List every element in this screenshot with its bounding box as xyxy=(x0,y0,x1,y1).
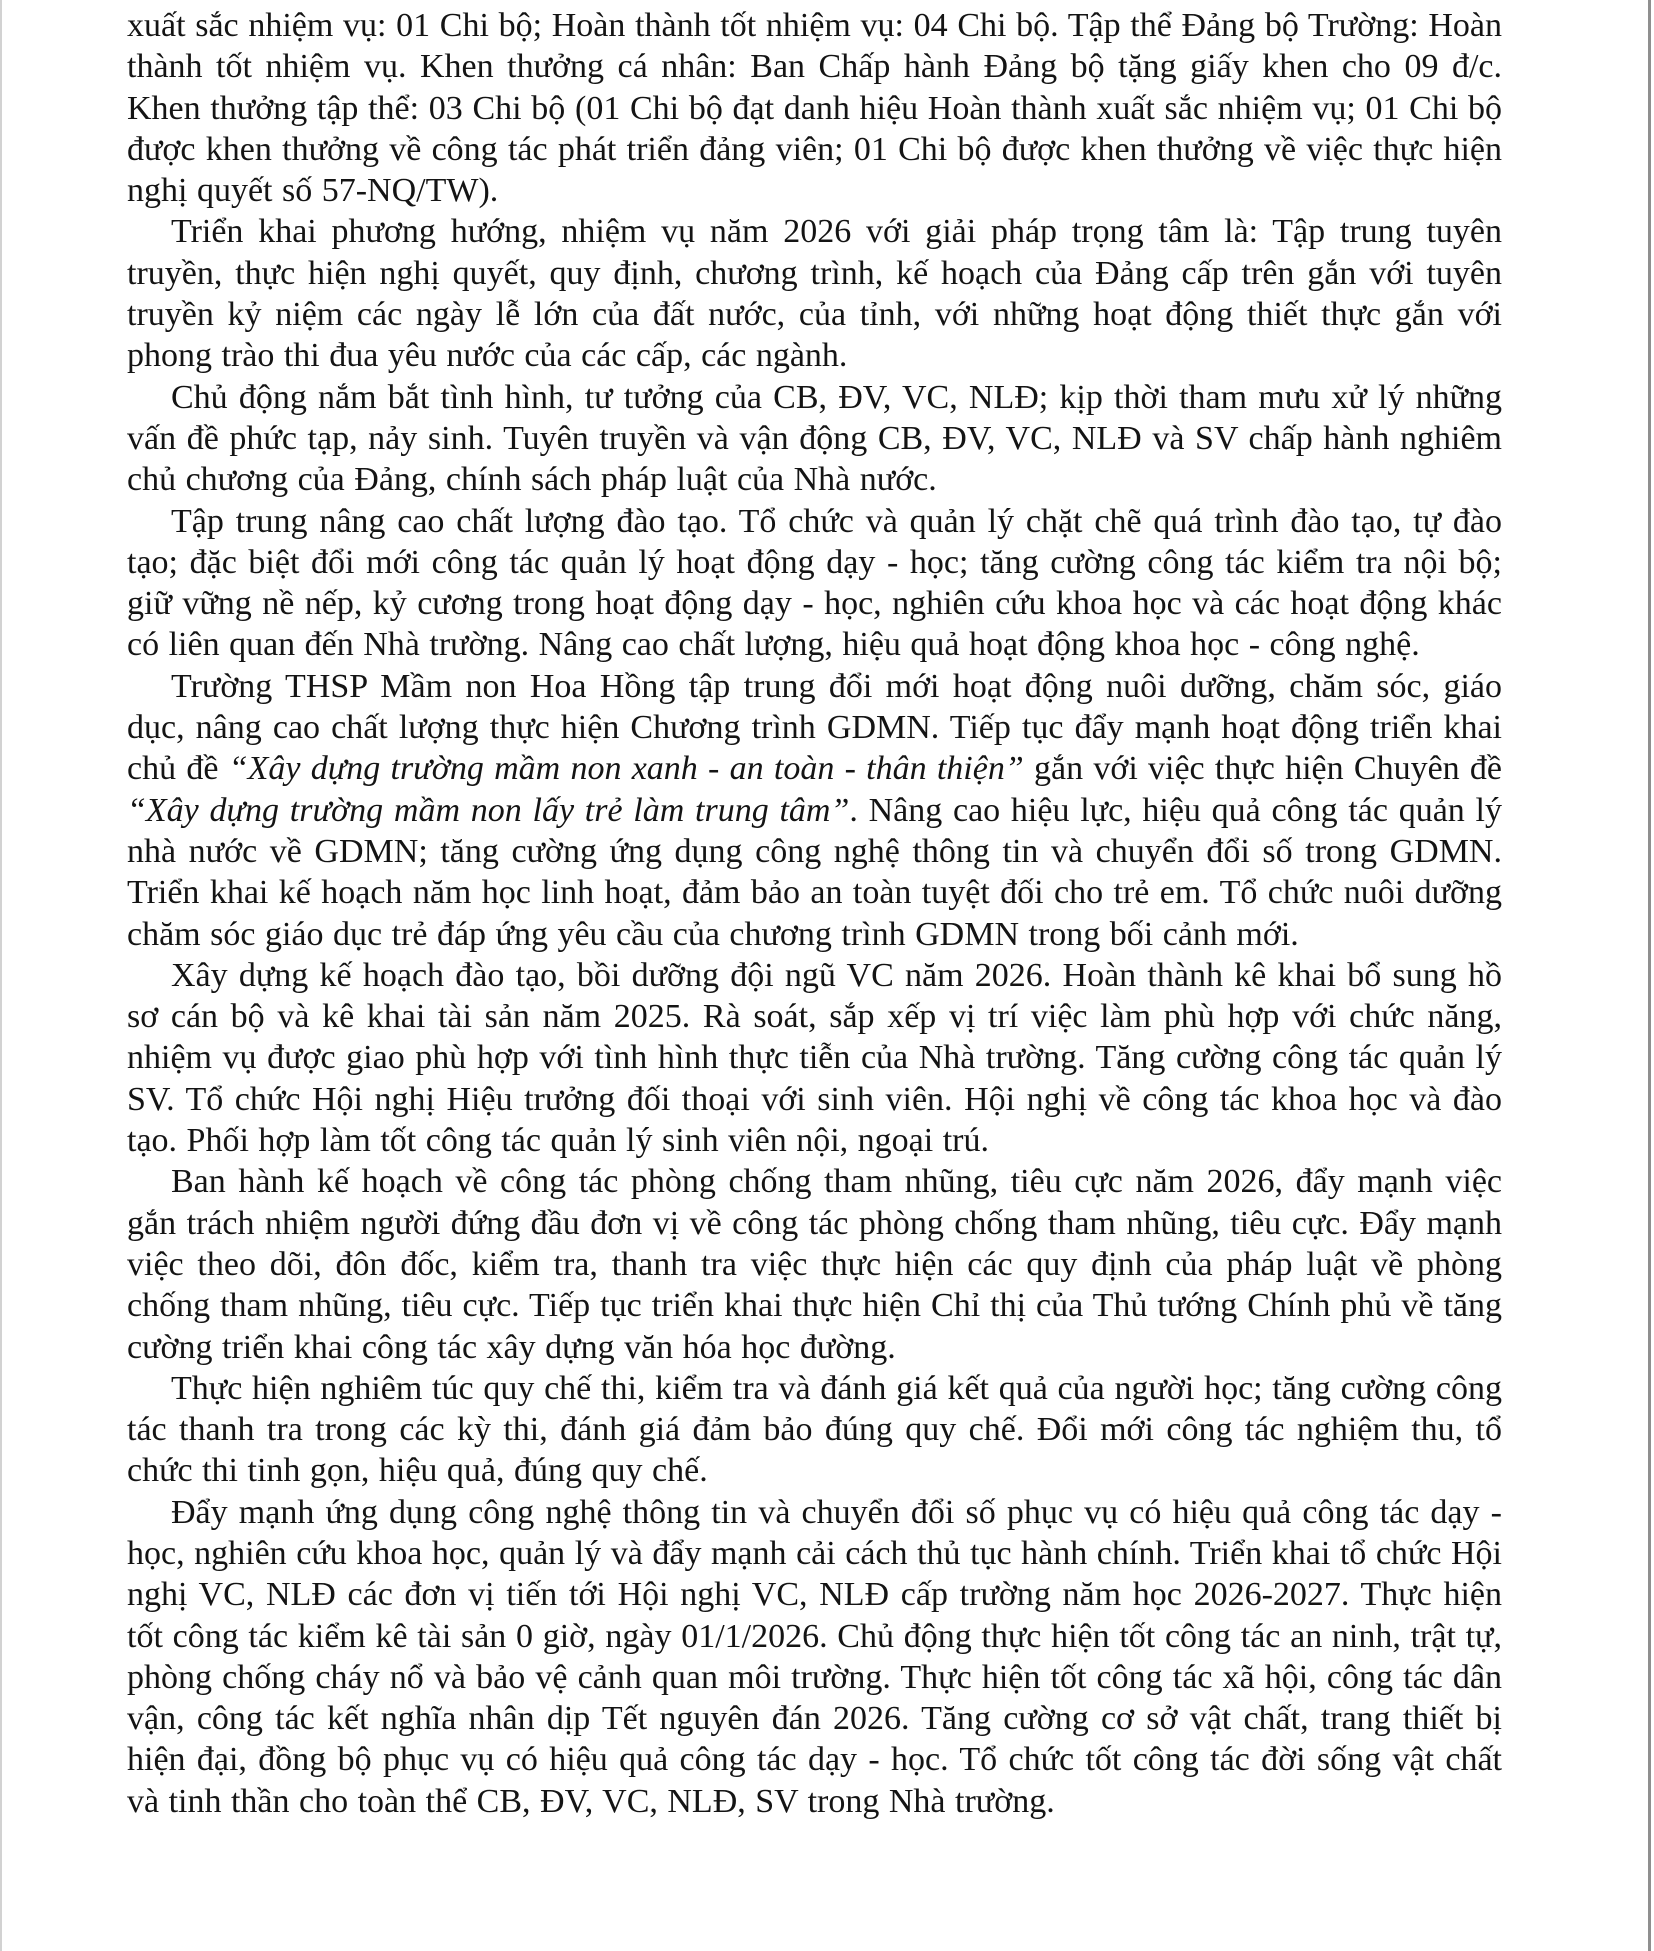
text-run: Trường THSP Mầm non Hoa Hồng tập trung đổi mới hoạt động nuôi dưỡng, chăm sóc, giáo dục, nâng cao chất lượng thực hiện Chương trình GDMN. Tiếp tục đẩy mạnh hoạt động triển khai chủ đề xyxy=(127,667,1502,788)
paragraph xyxy=(127,5,1502,211)
text-run: Thực hiện nghiêm túc quy chế thi, kiểm tra và đánh giá kết quả của người học; tăng cường công tác thanh tra trong các kỳ thi, đánh giá đảm bảo đúng quy chế. Đổi mới công tác nghiệm thu, tổ chức thi tinh gọn, hiệu quả, đúng quy chế. xyxy=(127,1369,1502,1490)
quoted-italic-text: “Xây dựng trường mầm non xanh - an toàn - thân thiện” xyxy=(228,750,1024,788)
scan-edge-line-left xyxy=(0,0,2,1951)
text-run: Triển khai phương hướng, nhiệm vụ năm 2026 với giải pháp trọng tâm là: Tập trung tuyên truyền, thực hiện nghị quyết, quy định, chương trình, kế hoạch của Đảng cấp trên gắn với tuyên truyền kỷ niệm các ngày lễ lớn của đất nước, của tỉnh, với những hoạt động thiết thực gắn với phong trào thi đua yêu nước của các cấp, các ngành. xyxy=(127,213,1502,375)
text-run: gắn với việc thực hiện Chuyên đề xyxy=(1023,750,1503,788)
text-run: Ban hành kế hoạch về công tác phòng chống tham nhũng, tiêu cực năm 2026, đẩy mạnh việc gắn trách nhiệm người đứng đầu đơn vị về công tác phòng chống tham nhũng, tiêu cực. Đẩy mạnh việc theo dõi, đôn đốc, kiểm tra, thanh tra việc thực hiện các quy định của pháp luật về phòng chống tham nhũng, tiêu cực. Tiếp tục triển khai thực hiện Chỉ thị của Thủ tướng Chính phủ về tăng cường triển khai công tác xây dựng văn hóa học đường. xyxy=(127,1163,1502,1366)
text-run: xuất sắc nhiệm vụ: 01 Chi bộ; Hoàn thành tốt nhiệm vụ: 04 Chi bộ. Tập thể Đảng bộ Trường: Hoàn thành tốt nhiệm vụ. Khen thưởng cá nhân: Ban Chấp hành Đảng bộ tặng giấy khen cho 09 đ/c. Khen thưởng tập thể: 03 Chi bộ (01 Chi bộ đạt danh hiệu Hoàn thành xuất sắc nhiệm vụ; 01 Chi bộ được khen thưởng về công tác phát triển đảng viên; 01 Chi bộ được khen thưởng về việc thực hiện nghị quyết số 57-NQ/TW). xyxy=(127,7,1502,210)
paragraph xyxy=(127,666,1502,955)
paragraph xyxy=(127,501,1502,666)
document-body xyxy=(127,5,1502,1822)
text-run: . Nâng cao hiệu lực, hiệu quả công tác quản lý nhà nước về GDMN; tăng cường ứng dụng công nghệ thông tin và chuyển đổi số trong GDMN. Triển khai kế hoạch năm học linh hoạt, đảm bảo an toàn tuyệt đối cho trẻ em. Tổ chức nuôi dưỡng chăm sóc giáo dục trẻ đáp ứng yêu cầu của chương trình GDMN trong bối cảnh mới. xyxy=(127,791,1502,953)
paragraph xyxy=(127,1492,1502,1822)
paragraph xyxy=(127,955,1502,1161)
text-run: Tập trung nâng cao chất lượng đào tạo. Tổ chức và quản lý chặt chẽ quá trình đào tạo, tự đào tạo; đặc biệt đổi mới công tác quản lý hoạt động dạy - học; tăng cường công tác kiểm tra nội bộ; giữ vững nề nếp, kỷ cương trong hoạt động dạy - học, nghiên cứu khoa học và các hoạt động khác có liên quan đến Nhà trường. Nâng cao chất lượng, hiệu quả hoạt động khoa học - công nghệ. xyxy=(127,502,1502,664)
paragraph xyxy=(127,1368,1502,1492)
paragraph xyxy=(127,1161,1502,1367)
paragraph xyxy=(127,211,1502,376)
quoted-italic-text: “Xây dựng trường mầm non lấy trẻ làm trung tâm” xyxy=(127,791,850,829)
text-run: Xây dựng kế hoạch đào tạo, bồi dưỡng đội ngũ VC năm 2026. Hoàn thành kê khai bổ sung hồ sơ cán bộ và kê khai tài sản năm 2025. Rà soát, sắp xếp vị trí việc làm phù hợp với chức năng, nhiệm vụ được giao phù hợp với tình hình thực tiễn của Nhà trường. Tăng cường công tác quản lý SV. Tổ chức Hội nghị Hiệu trưởng đối thoại với sinh viên. Hội nghị về công tác khoa học và đào tạo. Phối hợp làm tốt công tác quản lý sinh viên nội, ngoại trú. xyxy=(127,956,1502,1160)
text-run: Chủ động nắm bắt tình hình, tư tưởng của CB, ĐV, VC, NLĐ; kịp thời tham mưu xử lý những vấn đề phức tạp, nảy sinh. Tuyên truyền và vận động CB, ĐV, VC, NLĐ và SV chấp hành nghiêm chủ chương của Đảng, chính sách pháp luật của Nhà nước. xyxy=(127,378,1502,499)
text-run: Đẩy mạnh ứng dụng công nghệ thông tin và chuyển đổi số phục vụ có hiệu quả công tác dạy - học, nghiên cứu khoa học, quản lý và đẩy mạnh cải cách thủ tục hành chính. Triển khai tổ chức Hội nghị VC, NLĐ các đơn vị tiến tới Hội nghị VC, NLĐ cấp trường năm học 2026-2027. Thực hiện tốt công tác kiểm kê tài sản 0 giờ, ngày 01/1/2026. Chủ động thực hiện tốt công tác an ninh, trật tự, phòng chống cháy nổ và bảo vệ cảnh quan môi trường. Thực hiện tốt công tác xã hội, công tác dân vận, công tác kết nghĩa nhân dịp Tết nguyên đán 2026. Tăng cường cơ sở vật chất, trang thiết bị hiện đại, đồng bộ phục vụ có hiệu quả công tác dạy - học. Tổ chức tốt công tác đời sống vật chất và tinh thần cho toàn thể CB, ĐV, VC, NLĐ, SV trong Nhà trường. xyxy=(127,1493,1502,1820)
paragraph xyxy=(127,377,1502,501)
scan-edge-line-right xyxy=(1648,0,1651,1951)
